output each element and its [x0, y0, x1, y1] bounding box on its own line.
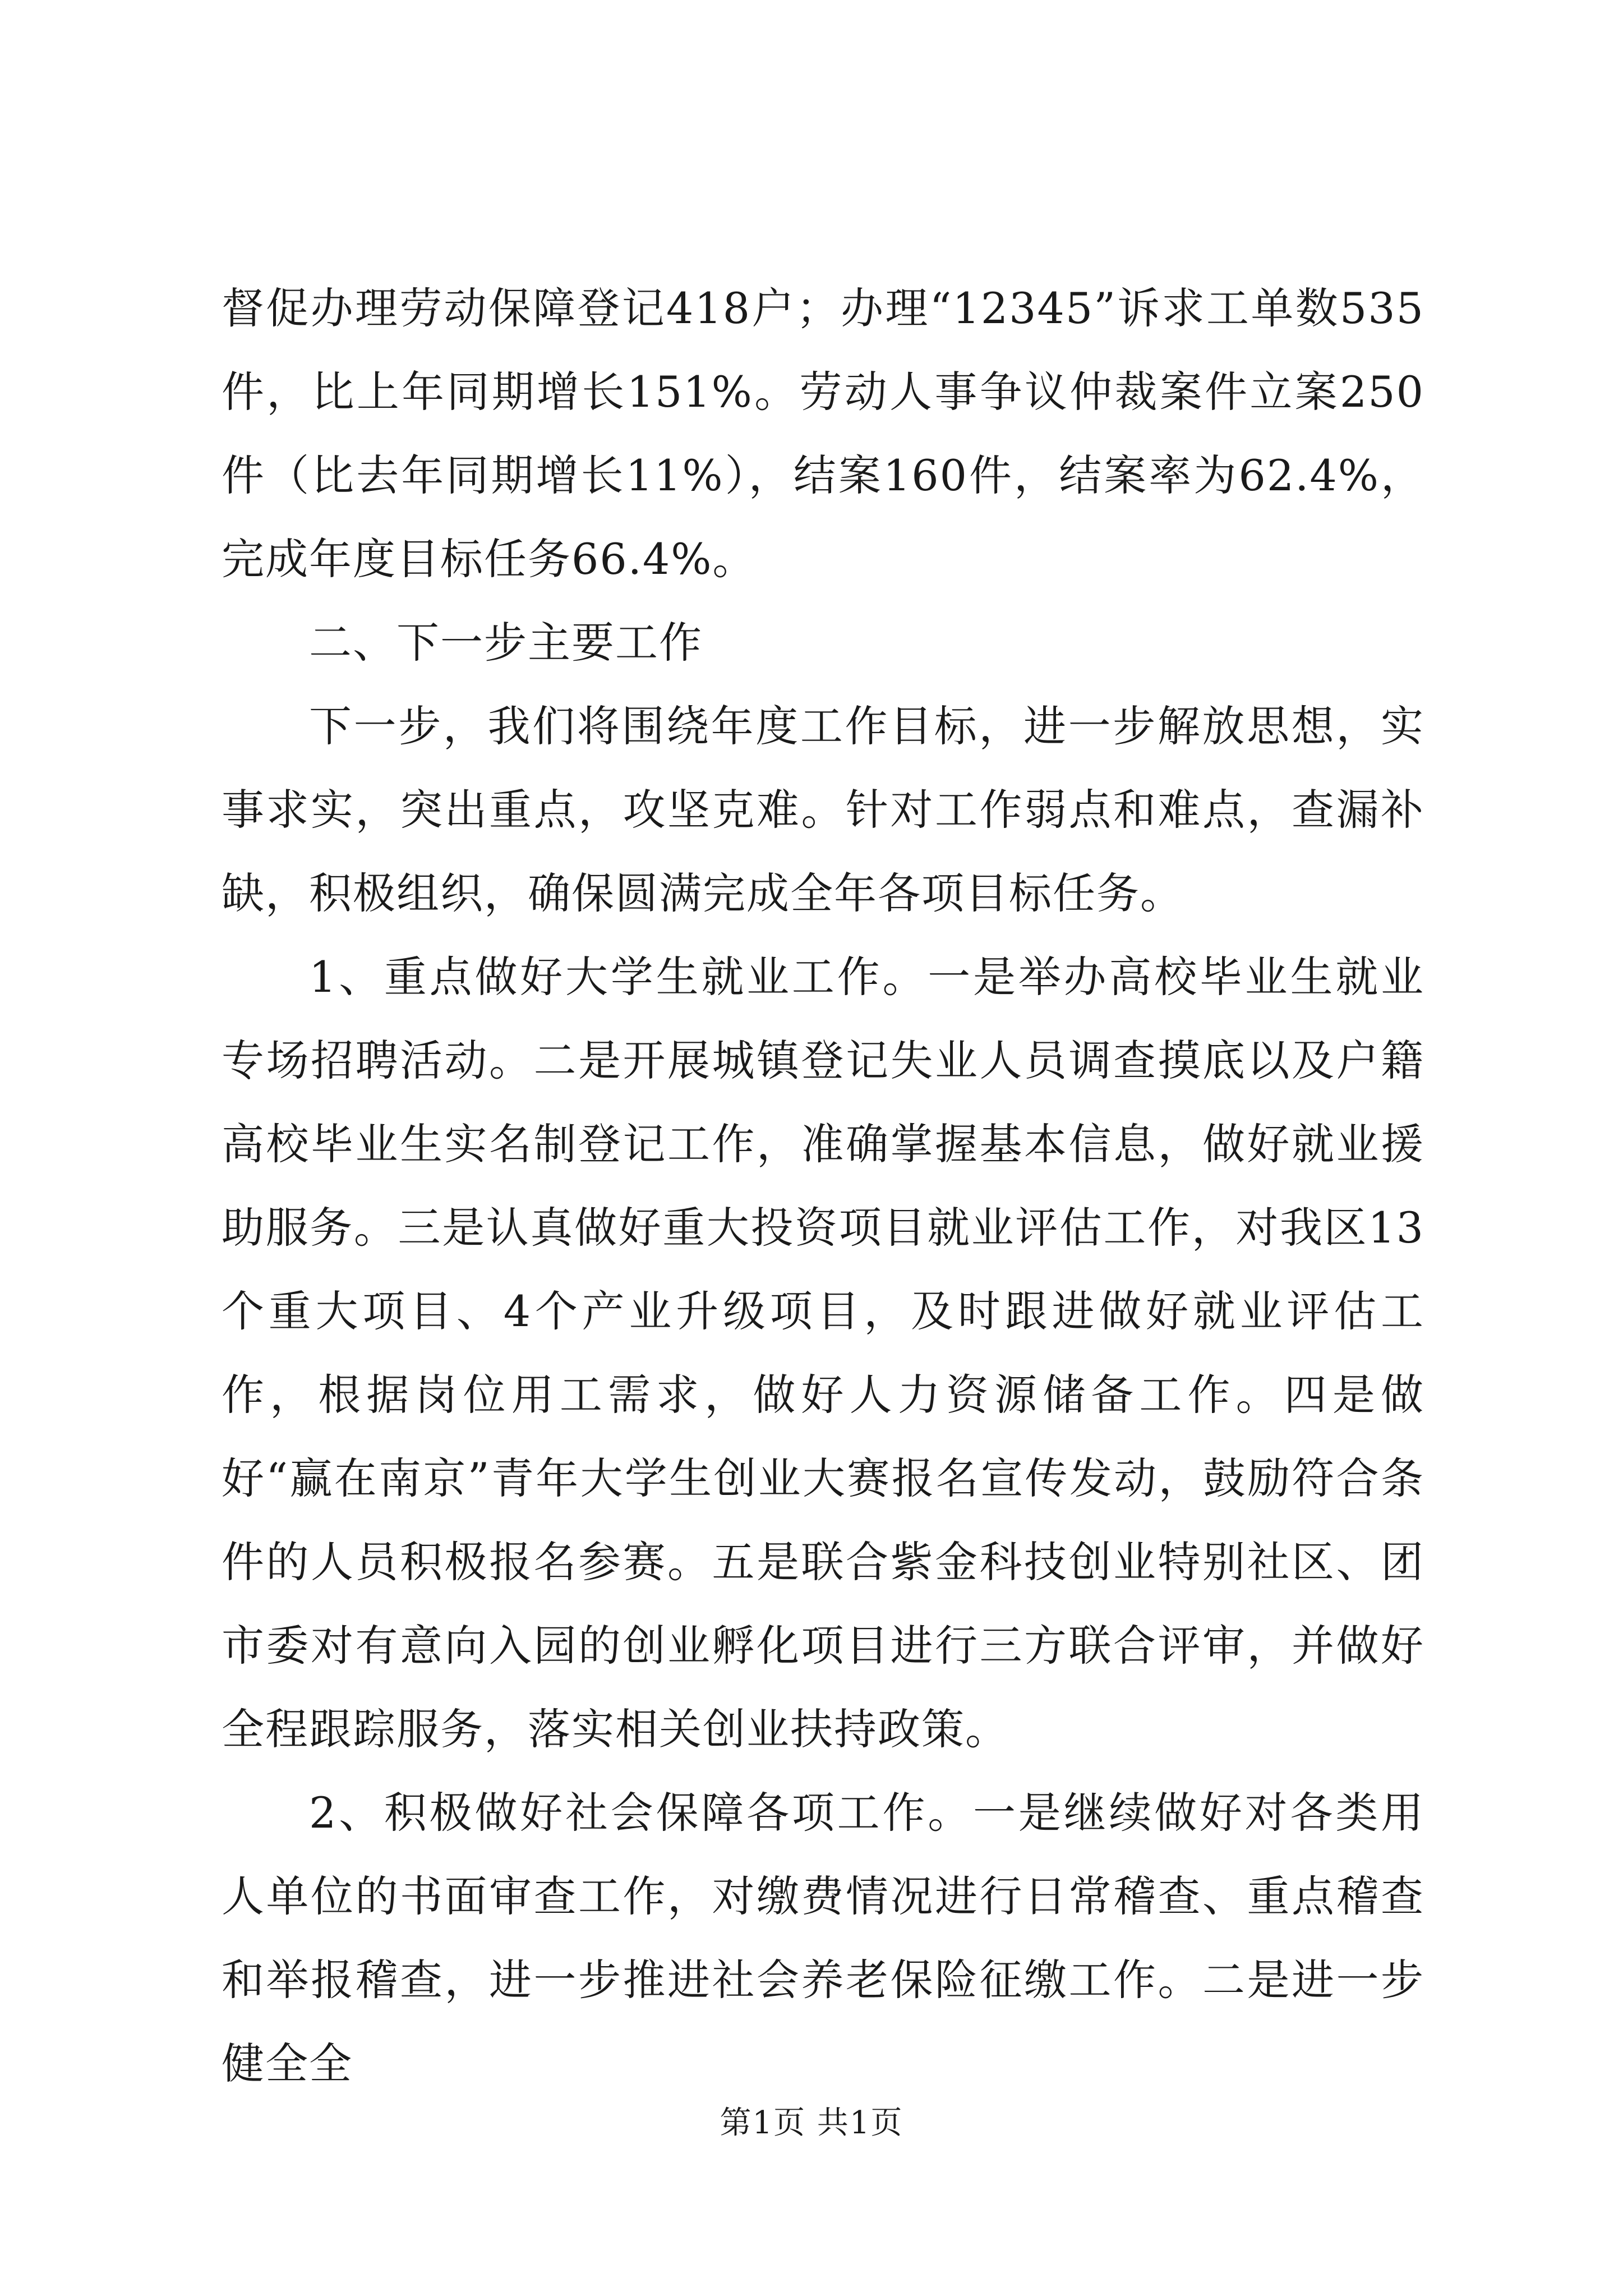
paragraph-next-step-intro: 下一步，我们将围绕年度工作目标，进一步解放思想，实事求实，突出重点，攻坚克难。针对工作弱点和难点，查漏补缺，积极组织，确保圆满完成全年各项目标任务。	[222, 701, 1424, 918]
paragraph-statistics: 督促办理劳动保障登记418户；办理“12345”诉求工单数535件，比上年同期增长151%。劳动人事争议仲裁案件立案250件（比去年同期增长11%），结案160件，结案率为62.4%，完成年度目标任务66.4%。	[222, 283, 1424, 584]
page-footer: 第1页 共1页	[720, 2105, 903, 2141]
paragraph-graduate-employment: 1、重点做好大学生就业工作。一是举办高校毕业生就业专场招聘活动。二是开展城镇登记失业人员调查摸底以及户籍高校毕业生实名制登记工作，准确掌握基本信息，做好就业援助服务。三是认真做好重大投资项目就业评估工作，对我区13个重大项目、4个产业升级项目，及时跟进做好就业评估工作，根据岗位用工需求，做好人力资源储备工作。四是做好“赢在南京”青年大学生创业大赛报名宣传发动，鼓励符合条件的人员积极报名参赛。五是联合紫金科技创业特别社区、团市委对有意向入园的创业孵化项目进行三方联合评审，并做好全程跟踪服务，落实相关创业扶持政策。	[222, 952, 1424, 1754]
paragraph-social-security: 2、积极做好社会保障各项工作。一是继续做好对各类用人单位的书面审查工作，对缴费情况进行日常稽查、重点稽查和举报稽查，进一步推进社会养老保险征缴工作。二是进一步健全全	[222, 1788, 1424, 2088]
section-heading-next-steps: 二、下一步主要工作	[309, 618, 703, 668]
document-body	[222, 266, 1424, 2105]
